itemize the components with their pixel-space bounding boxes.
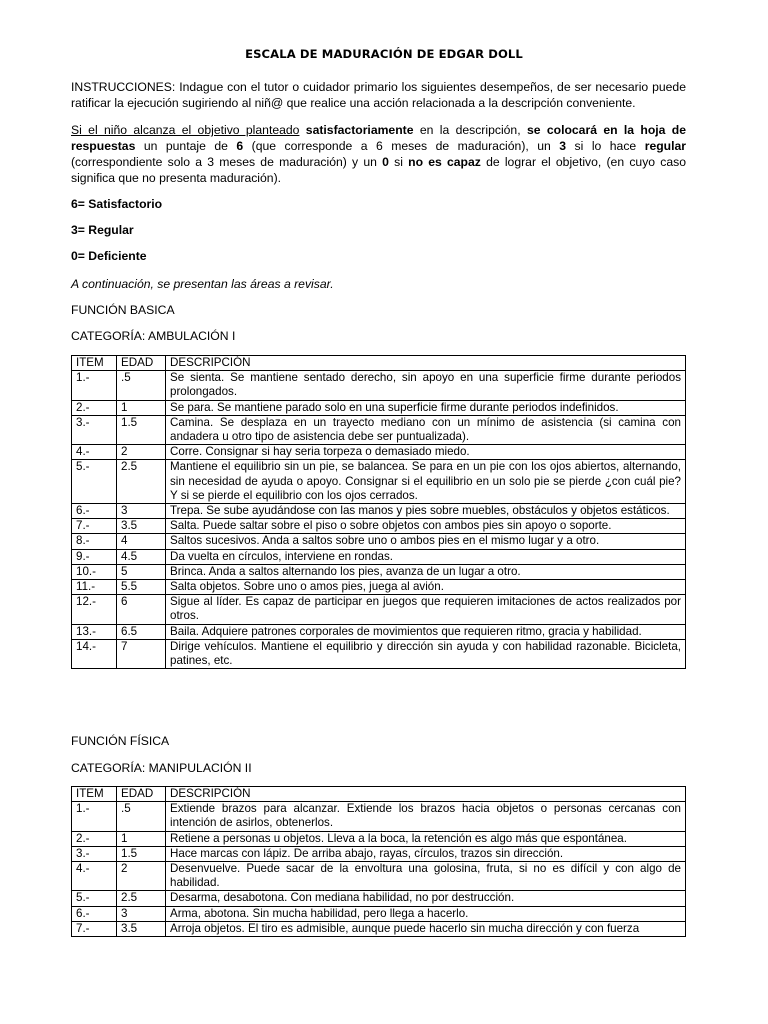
edad-value: 3 [117, 504, 166, 519]
table-header-row [72, 787, 686, 802]
edad-value: 3 [117, 906, 166, 921]
section1-function: FUNCIÓN BASICA [71, 303, 175, 317]
edad-value: .5 [117, 371, 166, 400]
table-row [72, 549, 686, 564]
scoring-emphasis: 3 [559, 139, 567, 153]
table-row [72, 891, 686, 906]
descripcion-text: Arma, abotona. Sin mucha habilidad, pero llega a hacerlo. [166, 906, 686, 921]
descripcion-text: Extiende brazos para alcanzar. Extiende los brazos hacia objetos o personas cercanas con intención de asirlos, obtenerlos. [166, 802, 686, 831]
item-number: 5.- [72, 891, 117, 906]
table-row [72, 624, 686, 639]
item-number: 14.- [72, 639, 117, 668]
edad-value: 3.5 [117, 519, 166, 534]
item-number: 1.- [72, 802, 117, 831]
scale-deficiente: 0= Deficiente [71, 249, 147, 263]
descripcion-text: Se sienta. Se mantiene sentado derecho, sin apoyo en una superficie firme durante periodos prolongados. [166, 371, 686, 400]
item-number: 8.- [72, 534, 117, 549]
table-row [72, 460, 686, 504]
scoring-emphasis: regular [644, 139, 687, 153]
table-row [72, 921, 686, 936]
descripcion-text: Da vuelta en círculos, interviene en rondas. [166, 549, 686, 564]
table-row [72, 831, 686, 846]
scale-regular: 3= Regular [71, 223, 134, 237]
edad-value: 1.5 [117, 415, 166, 444]
item-number: 9.- [72, 549, 117, 564]
table-row [72, 564, 686, 579]
item-number: 1.- [72, 371, 117, 400]
edad-value: 1.5 [117, 846, 166, 861]
descripcion-text: Camina. Se desplaza en un trayecto mediano con un mínimo de asistencia (si camina con andadera u otro tipo de asistencia debe ser puntualizada). [166, 415, 686, 444]
scoring-text: si [394, 155, 403, 169]
instructions-paragraph: INSTRUCCIONES: Indague con el tutor o cuidador primario los siguientes desempeños, de ser necesario puede ratificar la ejecución sugiriendo al niñ@ que realice una acción relacionada a la descripción conveniente. [71, 80, 686, 110]
scoring-text: en la descripción, [419, 123, 521, 137]
table-row [72, 580, 686, 595]
scoring-text: (que corresponde a 6 meses de maduración), un [251, 139, 551, 153]
manipulacion-table-body [72, 787, 686, 937]
edad-value: 4.5 [117, 549, 166, 564]
header-descripcion: DESCRIPCIÓN [166, 356, 686, 371]
descripcion-text: Baila. Adquiere patrones corporales de movimientos que requieren ritmo, gracia y habilidad. [166, 624, 686, 639]
descripcion-text: Arroja objetos. El tiro es admisible, aunque puede hacerlo sin mucha dirección y con fuerza [166, 921, 686, 936]
scoring-text: Si el niño alcanza el objetivo planteado [71, 123, 300, 137]
table-row [72, 371, 686, 400]
scoring-text: (correspondiente solo a 3 meses de maduración) y un [71, 155, 377, 169]
item-number: 2.- [72, 400, 117, 415]
scoring-paragraph [71, 122, 686, 186]
table-row [72, 445, 686, 460]
scoring-emphasis: 6 [236, 139, 244, 153]
edad-value: 2 [117, 445, 166, 460]
scoring-emphasis: satisfactoriamente [305, 123, 414, 137]
edad-value: 2.5 [117, 891, 166, 906]
header-edad: EDAD [117, 787, 166, 802]
item-number: 2.- [72, 831, 117, 846]
section1-category: CATEGORÍA: AMBULACIÓN I [71, 329, 236, 343]
item-number: 12.- [72, 595, 117, 624]
edad-value: 1 [117, 400, 166, 415]
ambulacion-table-body [72, 356, 686, 669]
edad-value: 6 [117, 595, 166, 624]
edad-value: 5.5 [117, 580, 166, 595]
section2-function: FUNCIÓN FÍSICA [71, 734, 170, 748]
descripcion-text: Retiene a personas u objetos. Lleva a la boca, la retención es algo más que espontánea. [166, 831, 686, 846]
header-item: ITEM [72, 356, 117, 371]
item-number: 6.- [72, 504, 117, 519]
header-descripcion: DESCRIPCIÓN [166, 787, 686, 802]
descripcion-text: Desenvuelve. Puede sacar de la envoltura una golosina, fruta, si no es difícil y con algo de habilidad. [166, 862, 686, 891]
item-number: 6.- [72, 906, 117, 921]
scoring-emphasis: 0 [382, 155, 389, 169]
descripcion-text: Salta. Puede saltar sobre el piso o sobre objetos con ambos pies sin apoyo o soporte. [166, 519, 686, 534]
item-number: 10.- [72, 564, 117, 579]
descripcion-text: Salta objetos. Sobre uno o amos pies, juega al avión. [166, 580, 686, 595]
edad-value: .5 [117, 802, 166, 831]
table-row [72, 400, 686, 415]
edad-value: 6.5 [117, 624, 166, 639]
descripcion-text: Corre. Consignar si hay seria torpeza o demasiado miedo. [166, 445, 686, 460]
document-title: ESCALA DE MADURACIÓN DE EDGAR DOLL [245, 47, 523, 61]
descripcion-text: Desarma, desabotona. Con mediana habilidad, no por destrucción. [166, 891, 686, 906]
areas-intro: A continuación, se presentan las áreas a revisar. [71, 277, 334, 291]
ambulacion-table [71, 355, 686, 669]
edad-value: 2 [117, 862, 166, 891]
scoring-text: si lo hace [574, 139, 637, 153]
item-number: 3.- [72, 846, 117, 861]
descripcion-text: Sigue al líder. Es capaz de participar en juegos que requieren imitaciones de actos realizados por otros. [166, 595, 686, 624]
item-number: 11.- [72, 580, 117, 595]
table-row [72, 519, 686, 534]
table-row [72, 639, 686, 668]
scoring-emphasis: se colocará en la hoja de respuestas [71, 123, 686, 153]
descripcion-text: Saltos sucesivos. Anda a saltos sobre uno o ambos pies en el mismo lugar y a otro. [166, 534, 686, 549]
scoring-emphasis: no es capaz [408, 155, 481, 169]
scoring-text: un puntaje de [143, 139, 228, 153]
item-number: 7.- [72, 519, 117, 534]
item-number: 7.- [72, 921, 117, 936]
header-edad: EDAD [117, 356, 166, 371]
table-row [72, 802, 686, 831]
descripcion-text: Dirige vehículos. Mantiene el equilibrio y dirección sin ayuda y con habilidad razonable. Bicicleta, patines, etc. [166, 639, 686, 668]
table-row [72, 595, 686, 624]
table-row [72, 906, 686, 921]
table-row [72, 415, 686, 444]
table-row [72, 534, 686, 549]
scale-satisfactorio: 6= Satisfactorio [71, 197, 163, 211]
scoring-text: de lograr el objetivo, (en cuyo caso significa que no presenta maduración). [71, 155, 687, 185]
item-number: 5.- [72, 460, 117, 504]
table-row [72, 862, 686, 891]
descripcion-text: Se para. Se mantiene parado solo en una superficie firme durante periodos indefinidos. [166, 400, 686, 415]
table-header-row [72, 356, 686, 371]
item-number: 4.- [72, 862, 117, 891]
header-item: ITEM [72, 787, 117, 802]
section2-category: CATEGORÍA: MANIPULACIÓN II [71, 761, 252, 775]
descripcion-text: Brinca. Anda a saltos alternando los pies, avanza de un lugar a otro. [166, 564, 686, 579]
item-number: 3.- [72, 415, 117, 444]
edad-value: 7 [117, 639, 166, 668]
edad-value: 4 [117, 534, 166, 549]
item-number: 13.- [72, 624, 117, 639]
table-row [72, 504, 686, 519]
edad-value: 5 [117, 564, 166, 579]
edad-value: 3.5 [117, 921, 166, 936]
item-number: 4.- [72, 445, 117, 460]
manipulacion-table [71, 786, 686, 937]
edad-value: 1 [117, 831, 166, 846]
edad-value: 2.5 [117, 460, 166, 504]
descripcion-text: Hace marcas con lápiz. De arriba abajo, rayas, círculos, trazos sin dirección. [166, 846, 686, 861]
descripcion-text: Trepa. Se sube ayudándose con las manos y pies sobre muebles, obstáculos y objetos estáticos. [166, 504, 686, 519]
table-row [72, 846, 686, 861]
descripcion-text: Mantiene el equilibrio sin un pie, se balancea. Se para en un pie con los ojos abiertos, alternando, sin necesidad de ayuda o apoyo. Consignar si el equilibrio en un solo pie se pierde ¿con cuál pie? Y si se pierde el equilibrio con los ojos cerrados. [166, 460, 686, 504]
